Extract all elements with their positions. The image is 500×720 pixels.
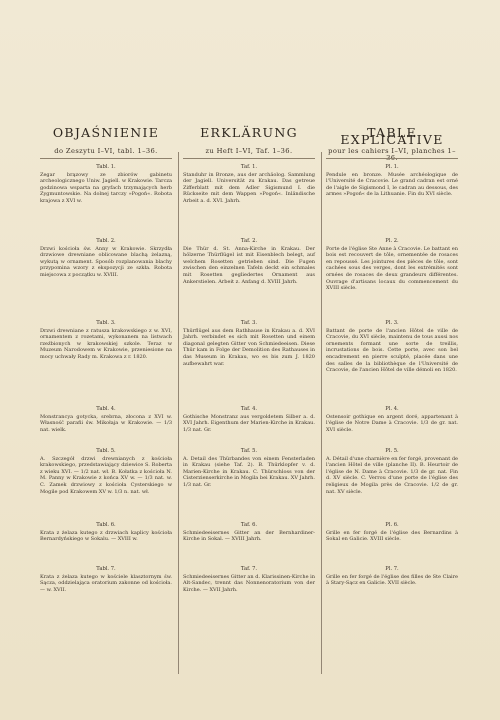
entry-head: Taf. 6.: [240, 522, 258, 528]
entry: [326, 522, 458, 543]
entry-head: Pl. 6.: [385, 522, 399, 528]
entry: [183, 320, 315, 367]
entry-head: Pl. 5.: [385, 448, 399, 454]
entry-text: Gothische Monstranz aus vergoldetem Silber a. d. XVI Jahrh. Eigenthum der Marien-Kirche in Krakau. 1/3 nat. Gr.: [183, 413, 315, 433]
entry: [326, 238, 458, 292]
entry: [326, 164, 458, 198]
entry-head: Pl. 4.: [385, 406, 399, 412]
entry-text: Zegar brązowy ze zbiorów gabinetu archeologicznego Uniw. Jagiell. w Krakowie. Tarcza godzinowa wsparta na gryfach trzymających herb Zygmuntowskie. Na dolnej tarczy »Pogoń«. Robota krajowa z XVI w.: [40, 171, 172, 204]
entry-text: Monstrancya gotycka, srebrna, złocona z XVI w. Własność parafii św. Mikołaja w Krakowie. — 1/3 nat. wielk.: [40, 413, 172, 433]
entry-head: Taf. 2.: [240, 238, 258, 244]
entry-text: Drzwi drewniane z ratusza krakowskiego z w. XVI, ornamentem z rozetami, wykonanem na listwach rzeźbionych w krakowskiej szkole. Teraz w Muzeum Narodowem w Krakowie, przeniesione na mocy uchwały Rady m. Krakowa z r. 1820.: [40, 327, 172, 360]
entry: [40, 566, 172, 593]
entry: [183, 406, 315, 433]
entry-text: A. Détail d'une charnière en fer forgé, provenant de l'ancien Hôtel de ville (planche II). B. Heurtoir de l'église de N. Dame à Cracovie. 1/3 de gr. nat. Fin d. XV siècle. C. Verrou d'une porte de l'église des religieux de Mogila près de Cracovie. 1/2 de gr. nat. XV siècle.: [326, 455, 458, 495]
entry: [183, 164, 315, 205]
entry-head: Taf. 7.: [240, 566, 258, 572]
column-title: OBJAŚNIENIE: [52, 125, 160, 140]
entry-text: Schmiedeeisernes Gitter an d. Klarissinen-Kirche in Alt-Sandec, trennt das Nonnenoratorium von der Kirche. — XVII Jahrh.: [183, 573, 315, 593]
entry: [40, 164, 172, 205]
heading-rule: [183, 158, 315, 159]
entry-head: Pl. 3.: [385, 320, 399, 326]
entry-head: Pl. 2.: [385, 238, 399, 244]
entry-head: Pl. 1.: [385, 164, 399, 170]
entry-text: Krata z żelaza kutego z drzwiach kaplicy kościoła Bernardyńskiego w Sokalu. — XVIII w.: [40, 529, 172, 543]
entry: [326, 566, 458, 587]
entry-head: Tabl. 5.: [96, 448, 116, 454]
entry: [326, 320, 458, 374]
entry-head: Tabl. 1.: [96, 164, 116, 170]
entry-head: Taf. 3.: [240, 320, 258, 326]
entry: [183, 566, 315, 593]
entry-text: Pendule en bronze. Musée archéologique de l'Université de Cracovie. Le grand cadran est orné de l'aigle de Sigismond I, le cadran au dessous, des armes »Pogoń« de la Lithuanie. Fin du XVI siècle.: [326, 171, 458, 198]
entry-head: Tabl. 2.: [96, 238, 116, 244]
entry-text: Porte de l'église Ste Anne à Cracovie. Le battant en bois est recouvert de tôle, ornementée de rosaces en repoussé. Les jointures des pièces de tôle, sont cachées sous des verges, dont les extrémités sont ornées de rosaces de deux grandeurs différentes. Ouvrage d'artisans locaux du commencement du XVIII siècle.: [326, 245, 458, 292]
entry-text: Grille en fer forgé de l'église des Bernardins à Sokal en Galicie. XVIII siècle.: [326, 529, 458, 543]
entry: [40, 522, 172, 543]
column-divider: [321, 152, 322, 674]
entry: [40, 406, 172, 433]
entry: [40, 448, 172, 495]
entry: [183, 238, 315, 285]
entry-text: Battant de porte de l'ancien Hôtel de ville de Cracovie, du XVI siècle, maintenu de tous aussi nos ornements formant une sorte de treillis, incrustations de bois. Cette porte, avec son bel encadrement en pierre sculpté, placée dans une des salles de la bibliothèque de l'Université de Cracovie, de l'ancien Hôtel de ville démoli en 1820.: [326, 327, 458, 374]
entry-head: Tabl. 4.: [96, 406, 116, 412]
entry-head: Taf. 1.: [240, 164, 258, 170]
column-title: ERKLÄRUNG: [200, 125, 298, 140]
entry-text: A. Detail des Thürbandes von einem Fensterladen in Krakau (siehe Taf. 2). B. Thürklopfer v. d. Marien-Kirche in Krakau. C. Thürschloss von der Cisterzienserkirche in Mogila bei Krakau. XV Jahrh. 1/3 nat. Gr.: [183, 455, 315, 488]
column-subtitle: pour les cahiers I–VI, planches 1–36.: [328, 147, 456, 162]
entry: [40, 238, 172, 279]
entry-text: Grille en fer forgé de l'église des filles de Ste Claire à Stary-Sącz en Galicie. XVII siècle.: [326, 573, 458, 587]
entry: [326, 448, 458, 495]
column-subtitle: zu Heft I–VI, Taf. 1–36.: [205, 147, 293, 155]
entry-head: Taf. 4.: [240, 406, 258, 412]
entry-head: Tabl. 7.: [96, 566, 116, 572]
entry-text: Ostensoir gothique en argent doré, appartenant à l'église de Notre Dame à Cracovie. 1/3 de gr. nat. XVI siècle.: [326, 413, 458, 433]
column-divider: [178, 152, 179, 674]
entry-head: Taf. 5.: [240, 448, 258, 454]
entry: [183, 522, 315, 543]
entry: [183, 448, 315, 489]
entry-text: Krata z żelaza kutego w kościele klasztornym św. Sącza, oddzielająca oratorium zakonne od kościoła. — w. XVII.: [40, 573, 172, 593]
heading-rule: [326, 158, 458, 159]
entry-head: Pl. 7.: [385, 566, 399, 572]
entry-head: Tabl. 6.: [96, 522, 116, 528]
entry-text: Schmiedeeisernes Gitter an der Bernhardiner-Kirche in Sokal. — XVIII Jahrh.: [183, 529, 315, 543]
entry-text: A. Szczegół drzwi drewnianych z kościoła krakowskiego, przedstawiający dziewice S. Roberta z wieku XVI. — 1/2 nat. wł. B. Kołatka z kościoła N. M. Panny w Krakowie z końca XV w. — 1/3 nat. w. C. Zamek drzwiowy z kościoła Cysterskiego w Mogile pod Krakowem XV w. 1/3 n. nat. wł.: [40, 455, 172, 495]
entry-text: Die Thür d. St. Anna-Kirche in Krakau. Der hölzerne Thürflügel ist mit Eisenblech belegt, auf welchem Rosetten getrieben sind. Die Fugen zwischen den einzelnen Tafeln deckt ein schmales mit Rosetten gegliedertes Ornament aus Ankerstielen. Arbeit z. Anfang d. XVIII Jahrh.: [183, 245, 315, 285]
entry-head: Tabl. 3.: [96, 320, 116, 326]
entry-text: Thürflügel aus dem Rathhause in Krakau a. d. XVI Jahrh. verbindet es sich mit Rosetten und einem diagonal gelegten Gitter von Schmiedeeisen. Diese Thür kam in Folge der Demolition des Rathauses in das Museum in Krakau, wo es bis zum J. 1820 aufbewahrt war.: [183, 327, 315, 367]
column-title: TABLE EXPLICATIVE: [340, 125, 444, 147]
entry-text: Drzwi kościoła św. Anny w Krakowie. Skrzydła drzwiowe drewniane oblicowane blachą żelazną, wykutą w ornament. Sposób rozplanowania blachy przypomina wzory z ekspozycji ze szkła. Robota miejscowa z początku w. XVIII.: [40, 245, 172, 278]
column-subtitle: do Zeszytu I–VI, tabl. 1–36.: [54, 147, 158, 155]
entry: [40, 320, 172, 361]
entry-text: Standuhr in Bronze, aus der archäolog. Sammlung der Jagiell. Universität zu Krakau. Das getreue Zifferblatt mit dem Adler Sigismund I. die Rückseite mit dem Wappen »Pogoń«. Inländische Arbeit a. d. XVI. Jahrh.: [183, 171, 315, 204]
heading-rule: [40, 158, 172, 159]
entry: [326, 406, 458, 433]
